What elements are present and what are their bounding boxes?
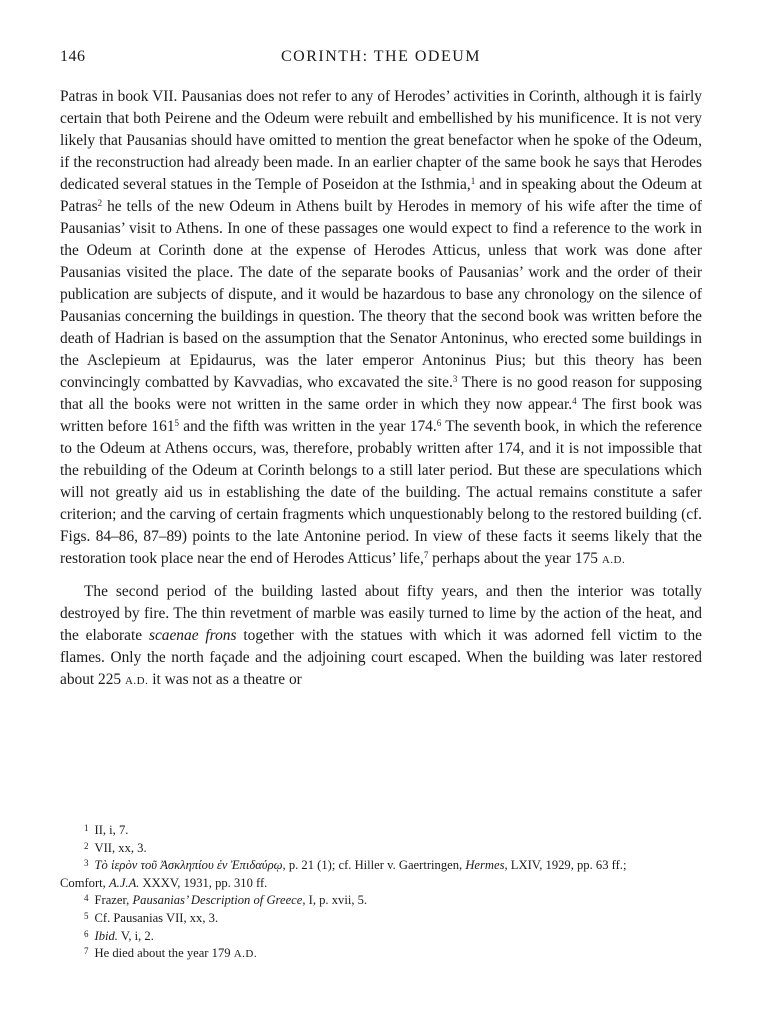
small-caps-text: A.D.	[124, 675, 149, 687]
text-segment: and the fifth was written in the year 174.	[179, 418, 437, 435]
text-segment: , LXIV, 1929, pp. 63 ff.;	[504, 858, 627, 873]
text-segment: There is no good reason for supposing that all the books were not written in the same order in which they now appear.	[60, 374, 702, 413]
small-caps-text: A.D.	[233, 948, 258, 961]
footnote	[60, 910, 702, 928]
paragraph	[60, 581, 702, 692]
text-segment: and in speaking about the Odeum at Patras	[60, 176, 703, 215]
text-segment: The seventh book, in which the reference to the Odeum at Athens occurs, was, therefore, probably written after 174, and it is not impossible that the rebuilding of the Odeum at Corinth belongs to a still later period. But these are speculations which will not greatly aid us in establishing the date of the building. The actual remains constitute a safer criterion; and the carving of certain fragments which unquestionably belong to the restored building (cf. Figs. 84–86, 87–89) points to the late Antonine period. In view of these facts it seems likely that the restoration took place near the end of Herodes Atticus’ life,	[60, 418, 702, 567]
text-segment: he tells of the new Odeum in Athens built by Herodes in memory of his wife after the time of Pausanias’ visit to Athens. In one of these passages one would expect to find a reference to the work in the Odeum at Corinth done at the expense of Herodes Atticus, unless that work was done after Pausanias visited the place. The date of the separate books of Pausanias’ work and the order of their publication are subjects of dispute, and it would be hazardous to base any chronology on the silence of Pausanias concerning the buildings in question. The theory that the second book was written before the death of Hadrian is based on the assumption that the Senator Antoninus, who erected some buildings in the Asclepieum at Epidaurus, was the later emperor Antoninus Pius; but this theory has been convincingly combatted by Kavvadias, who excavated the site.	[60, 198, 702, 391]
footnote-number: 4	[84, 893, 89, 904]
footnote-ref: 5	[174, 418, 180, 428]
footnote	[60, 945, 702, 964]
text-segment: Cf. Pausanias VII, xx, 3.	[94, 910, 219, 925]
small-caps-text: A.D.	[601, 554, 626, 566]
footnote-ref: 1	[470, 176, 476, 186]
text-segment: The first book was written before 161	[60, 396, 702, 435]
text-segment: Frazer,	[94, 893, 133, 908]
footnote-number: 3	[84, 858, 89, 869]
text-segment: perhaps about the year 175	[428, 550, 602, 567]
text-segment: , p. 21 (1); cf. Hiller v. Gaertringen,	[282, 858, 466, 873]
footnote-number: 6	[84, 928, 89, 939]
footnote	[60, 928, 702, 946]
footnote	[60, 822, 702, 840]
footnote-number: 5	[84, 910, 89, 921]
running-header	[60, 48, 702, 72]
footnotes	[60, 822, 702, 964]
italic-text: Τὸ ἱερὸν τοῦ Ἀσκληπίου ἐν Ἐπιδαύρῳ	[94, 858, 283, 873]
footnote-number: 1	[84, 823, 89, 833]
text-segment: II, i, 7.	[94, 823, 129, 837]
text-segment: together with the statues with which it was adorned fell victim to the flames. Only the north façade and the adjoining court escaped. When the building was later restored about 225	[60, 627, 703, 688]
italic-text: A.J.A.	[108, 875, 140, 890]
footnote-ref: 7	[423, 550, 429, 560]
footnote	[60, 892, 702, 910]
footnote	[60, 875, 702, 893]
footnote	[60, 840, 702, 858]
page-number: 146	[60, 48, 86, 65]
text-segment: it was not as a theatre or	[148, 671, 302, 688]
footnote-ref: 3	[452, 374, 458, 384]
text-segment: , I, p. xvii, 5.	[302, 893, 368, 908]
footnote-ref: 6	[436, 418, 442, 428]
body-text	[60, 86, 702, 692]
footnote-number: 2	[84, 840, 89, 851]
footnote	[60, 857, 702, 875]
italic-text: Ibid.	[94, 928, 118, 943]
text-segment: V, i, 2.	[117, 928, 154, 943]
italic-text: scaenae frons	[148, 627, 237, 644]
text-segment: XXXV, 1931, pp. 310 ff.	[139, 875, 268, 890]
text-segment: The second period of the building lasted about fifty years, and then the interior was totally destroyed by fire. The thin revetment of marble was easily turned to lime by the action of the heat, and the elaborate	[60, 583, 702, 644]
text-segment: Patras in book VII. Pausanias does not refer to any of Herodes’ activities in Corinth, although it is fairly certain that both Peirene and the Odeum were rebuilt and embellished by his munificence. It is not very likely that Pausanias should have omitted to mention the great benefactor when he spoke of the Odeum, if the reconstruction had already been made. In an earlier chapter of the same book he says that Herodes dedicated several statues in the Temple of Poseidon at the Isthmia,	[60, 88, 702, 193]
text-segment: He died about the year 179	[94, 946, 234, 961]
footnote-ref: 2	[97, 198, 103, 208]
italic-text: Hermes	[465, 858, 505, 873]
running-title: CORINTH: THE ODEUM	[280, 48, 482, 65]
text-segment: Comfort,	[60, 875, 109, 890]
footnote-ref: 4	[572, 396, 577, 406]
page	[60, 48, 702, 692]
text-segment: VII, xx, 3.	[94, 840, 147, 855]
paragraph	[60, 86, 702, 571]
italic-text: Pausanias’ Description of Greece	[132, 893, 303, 908]
footnote-number: 7	[84, 946, 89, 957]
